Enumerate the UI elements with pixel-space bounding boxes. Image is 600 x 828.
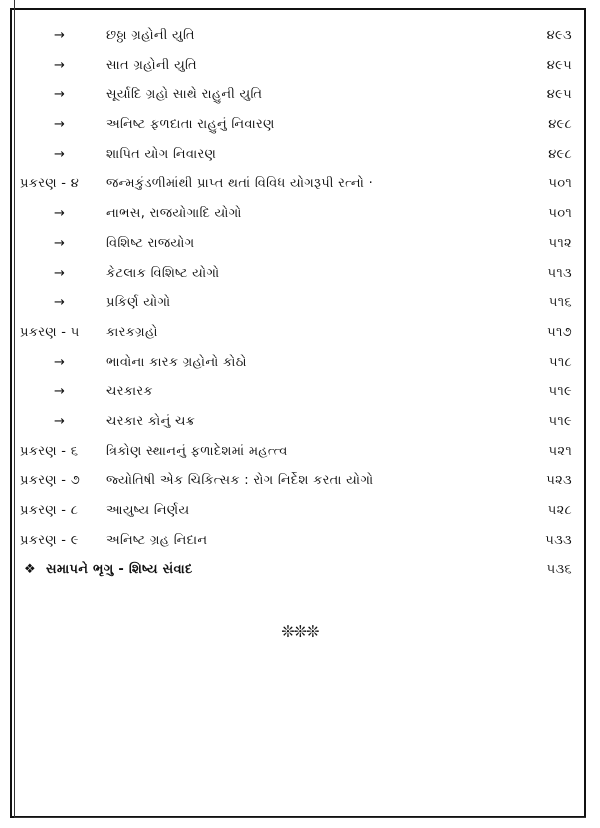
toc-page-number: ૪૯૫ [546, 57, 572, 73]
toc-chapter-row[interactable] [20, 438, 580, 468]
toc-title: કારકગ્રહો [106, 324, 158, 340]
toc-row[interactable] [20, 81, 580, 111]
toc-chapter-row[interactable] [20, 497, 580, 527]
toc-title: નાભસ, રાજયોગાદિ યોગો [106, 206, 242, 222]
diamond-bullet-icon: ❖ [24, 562, 36, 578]
toc-title: કેટલાક વિશિષ્ટ યોગો [106, 265, 220, 281]
toc-title: ભાવોના કારક ગ્રહોનો કોઠો [106, 354, 247, 370]
chapter-label: પ્રકરણ - ૭ [20, 473, 81, 489]
arrow-icon: → [54, 87, 66, 103]
toc-title: આયુષ્ય નિર્ણય [106, 503, 190, 518]
arrow-icon: → [54, 206, 66, 222]
arrow-icon: → [54, 28, 66, 43]
toc-title: અનિષ્ટ ફળદાતા રાહુનું નિવારણ [106, 117, 275, 133]
toc-page-number: ૫૧૯ [548, 384, 572, 400]
toc-title: સૂર્યાદિ ગ્રહો સાથે રાહુની યુતિ [106, 87, 263, 103]
chapter-label: પ્રકરણ - ૬ [20, 443, 79, 459]
arrow-icon: → [54, 354, 66, 370]
toc-title: જ્યોતિષી એક ચિકિત્સક : રોગ નિર્દેશ કરતા યોગો [106, 473, 374, 489]
toc-row[interactable] [20, 408, 580, 438]
ornament-stars: ❊❊❊ [281, 622, 319, 641]
toc-page-number: ૪૯૩ [546, 28, 572, 43]
arrow-icon: → [54, 295, 66, 311]
arrow-icon: → [54, 235, 66, 251]
table-of-contents [20, 22, 580, 586]
toc-page-number: ૫૧૯ [548, 413, 572, 429]
chapter-label: પ્રકરણ - ૫ [20, 324, 80, 340]
toc-page-number: ૫૨૮ [547, 503, 572, 518]
toc-title: ત્રિકોણ સ્થાનનું ફળાદેશમાં મહત્ત્વ [106, 443, 288, 459]
toc-title: પ્રકિર્ણ યોગો [106, 295, 171, 311]
toc-page-number: ૫૧૩ [547, 265, 572, 281]
toc-page-number: ૪૯૮ [548, 146, 572, 162]
toc-title: વિશિષ્ટ રાજયોગ [106, 235, 195, 251]
toc-row[interactable] [20, 230, 580, 260]
toc-page-number: ૫૧૭ [547, 324, 572, 340]
toc-row[interactable] [20, 260, 580, 290]
toc-page-number: ૫૨૧ [548, 443, 572, 459]
toc-title: ચરકારક [106, 384, 153, 400]
arrow-icon: → [54, 413, 66, 429]
toc-page-number: ૫૧૮ [549, 354, 572, 370]
toc-row[interactable] [20, 111, 580, 141]
toc-page-number: ૫૧૨ [548, 235, 572, 251]
arrow-icon: → [54, 265, 66, 281]
toc-row[interactable] [20, 141, 580, 171]
arrow-icon: → [54, 384, 66, 400]
arrow-icon: → [54, 57, 66, 73]
toc-chapter-row[interactable] [20, 170, 580, 200]
toc-row[interactable] [20, 52, 580, 82]
toc-title: છઠ્ઠા ગ્રહોની યુતિ [106, 28, 195, 43]
toc-final-row[interactable] [20, 556, 580, 586]
toc-row[interactable] [20, 200, 580, 230]
toc-chapter-row[interactable] [20, 319, 580, 349]
arrow-icon: → [54, 146, 66, 162]
toc-row[interactable] [20, 289, 580, 319]
chapter-label: પ્રકરણ - ૯ [20, 532, 79, 548]
toc-row[interactable] [20, 22, 580, 52]
arrow-icon: → [54, 117, 66, 133]
toc-title: સાત ગ્રહોની યુતિ [106, 57, 197, 73]
toc-page-number: ૫૨૩ [546, 473, 572, 489]
toc-chapter-row[interactable] [20, 527, 580, 557]
chapter-label: પ્રકરણ - ૮ [20, 503, 79, 518]
toc-page-number: ૫૦૧ [548, 206, 572, 222]
toc-row[interactable] [20, 349, 580, 379]
toc-title: સમાપને ભૃગુ - શિષ્ય સંવાદ [46, 562, 193, 578]
toc-page-number: ૪૯૮ [548, 117, 572, 133]
toc-title: ચરકાર કોનું ચક્ર [106, 413, 196, 429]
toc-page-number: ૫૦૧ [548, 176, 572, 192]
toc-page-number: ૫૩૩ [545, 532, 572, 548]
toc-page-number: ૫૩૬ [546, 562, 572, 578]
chapter-label: પ્રકરણ - ૪ [20, 176, 80, 192]
toc-title: જન્મકુંડળીમાંથી પ્રાપ્ત થતાં વિવિધ યોગરૂપી રત્નો · [106, 176, 373, 192]
toc-row[interactable] [20, 378, 580, 408]
toc-chapter-row[interactable] [20, 467, 580, 497]
toc-title: અનિષ્ટ ગ્રહ નિદાન [106, 532, 208, 548]
toc-page-number: ૪૯૫ [546, 87, 572, 103]
toc-title: શાપિત યોગ નિવારણ [106, 146, 217, 162]
toc-page-number: ૫૧૬ [548, 295, 572, 311]
